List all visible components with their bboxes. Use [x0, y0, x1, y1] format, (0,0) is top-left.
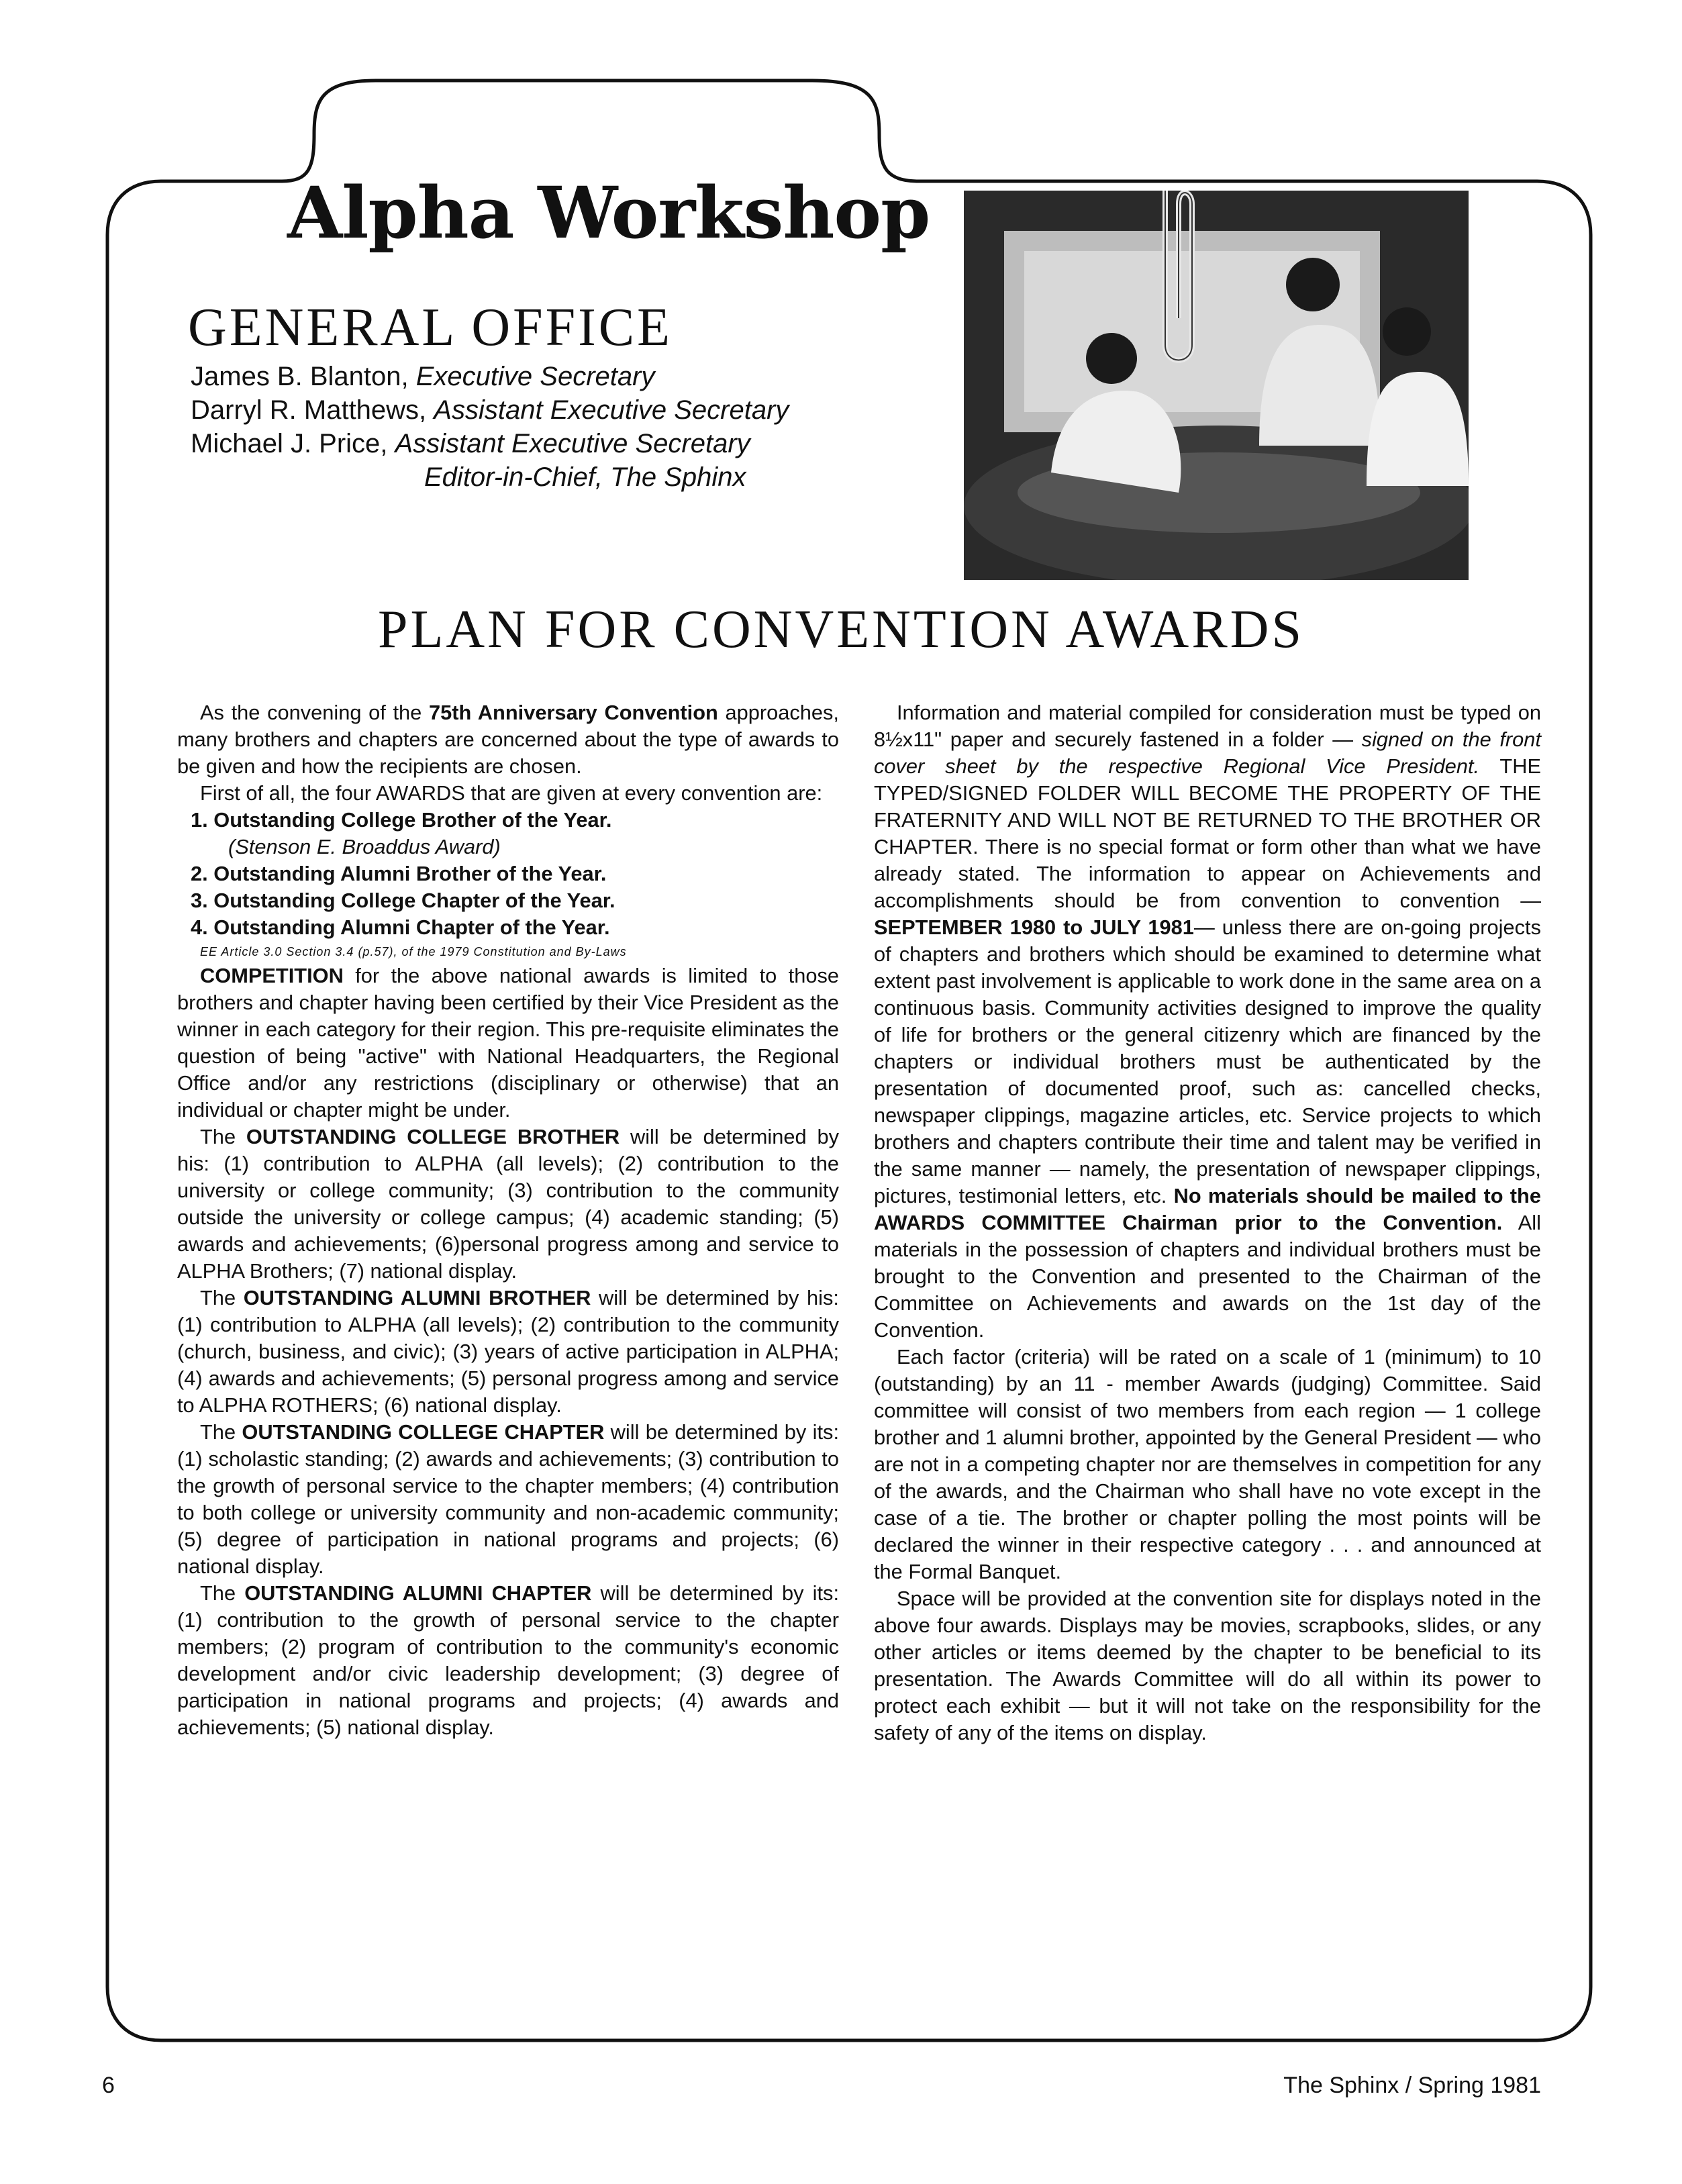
- paragraph: First of all, the four AWARDS that are given at every convention are:: [200, 781, 823, 805]
- award-note: (Stenson E. Broaddus Award): [228, 835, 501, 858]
- staff-line: [191, 393, 789, 427]
- article-column-right: [874, 699, 1541, 1746]
- paragraph: As the convening of the 75th Anniversary Convention approaches, many brothers and chapters are concerned about the type of awards to be given and how the recipients are chosen.: [177, 701, 839, 778]
- paragraph: The OUTSTANDING COLLEGE BROTHER will be determined by his: (1) contribution to ALPHA (all levels); (2) contribution to the university or college community; (3) contribution to the community outside the university or college campus; (4) academic standing; (5) awards and achievements; (6)personal progress among and service to ALPHA Brothers; (7) national display.: [177, 1125, 839, 1283]
- article-column-left: [177, 699, 839, 1741]
- staff-line: [191, 427, 750, 460]
- paragraph: Information and material compiled for consideration must be typed on 8½x11" paper and securely fastened in a folder — signed on the front cover sheet by the respective Regional Vice President. THE TYPED/SIGNED FOLDER WILL BECOME THE PROPERTY OF THE FRATERNITY AND WILL NOT BE RETURNED TO THE BROTHER OR CHAPTER. There is no special format or form other than what we have already stated. The information to appear on Achievements and accomplishments should be from convention to convention —SEPTEMBER 1980 to JULY 1981— unless there are on-going projects of chapters and brothers which should be examined to determine what extent past involvement is applicable to work done in the same area on a continuous basis. Community activities designed to improve the quality of life for brothers or the general citizenry which are financed by the chapters or individual brothers must be authenticated by the presentation of documented proof, such as: cancelled checks, newspaper clippings, magazine articles, etc. Service projects to which brothers and chapters contribute their time and talent may be verified in the same manner — namely, the presentation of newspaper clippings, pictures, testimonial letters, etc. No materials should be mailed to the AWARDS COMMITTEE Chairman prior to the Convention. All materials in the possession of chapters and individual brothers must be brought to the Convention and presented to the Chairman of the Committee on Achievements and awards on the 1st day of the Convention.: [874, 701, 1541, 1342]
- list-item: 4. Outstanding Alumni Chapter of the Year.: [191, 915, 610, 939]
- citation: EE Article 3.0 Section 3.4 (p.57), of the 1979 Constitution and By-Laws: [200, 945, 627, 958]
- paragraph: The OUTSTANDING COLLEGE CHAPTER will be determined by its: (1) scholastic standing; (2) awards and achievements; (3) contribution to the growth of personal service to the chapter members; (4) contribution to both college or university community and non-academic community; (5) degree of participation in national programs and projects; (6) national display.: [177, 1420, 839, 1578]
- staff-name: Darryl R. Matthews,: [191, 395, 427, 425]
- paragraph: COMPETITION for the above national awards is limited to those brothers and chapter having been certified by their Vice President as the winner in each category for their region. This pre-requisite eliminates the question of being "active" with National Headquarters, the Regional Office and/or any restrictions (disciplinary or otherwise) that an individual or chapter might be under.: [177, 964, 839, 1122]
- staff-role: Assistant Executive Secretary: [395, 429, 750, 458]
- paragraph: The OUTSTANDING ALUMNI BROTHER will be determined by his: (1) contribution to ALPHA (all levels); (2) contribution to the community (church, business, and civic); (3) years of active participation in ALPHA; (4) awards and achievements; (5) personal progress among and service to ALPHA ROTHERS; (6) national display.: [177, 1286, 839, 1417]
- list-item: 1. Outstanding College Brother of the Year. (Stenson E. Broaddus Award): [177, 807, 839, 860]
- staff-name: James B. Blanton,: [191, 362, 409, 391]
- paragraph: Each factor (criteria) will be rated on a scale of 1 (minimum) to 10 (outstanding) by an 11 - member Awards (judging) Committee. Said committee will consist of two members from each region — 1 college brother and 1 alumni brother, appointed by the General President — who are not in a competing chapter nor are themselves in competition for any of the awards, and the Chairman who shall have no vote except in the case of a tie. The brother or chapter polling the most points will be declared the winner in their respective category . . . and announced at the Formal Banquet.: [874, 1345, 1541, 1583]
- list-item: 2. Outstanding Alumni Brother of the Year.: [191, 862, 607, 885]
- footer-publication: The Sphinx / Spring 1981: [1283, 2073, 1541, 2098]
- paragraph: The OUTSTANDING ALUMNI CHAPTER will be determined by its: (1) contribution to the growth of personal service to the chapter members; (2) program of contribution to the community's economic development and/or civic leadership development; (3) degree of participation in national programs and projects; (4) awards and achievements; (5) national display.: [177, 1581, 839, 1739]
- section-heading: PLAN FOR CONVENTION AWARDS: [378, 600, 1304, 659]
- awards-list: [177, 807, 839, 941]
- staff-extra-role: Editor-in-Chief, The Sphinx: [424, 462, 746, 492]
- list-item: 3. Outstanding College Chapter of the Year.: [191, 889, 615, 912]
- office-heading: GENERAL OFFICE: [188, 298, 673, 357]
- staff-role: Executive Secretary: [415, 362, 655, 391]
- page-number: 6: [102, 2073, 115, 2098]
- staff-role: Assistant Executive Secretary: [434, 395, 789, 425]
- staff-line: [191, 360, 654, 393]
- paragraph: Space will be provided at the convention site for displays noted in the above four awards. Displays may be movies, scrapbooks, slides, or any other articles or items deemed by the chapter to be beneficial to its presentation. The Awards Committee will do all within its power to protect each exhibit — but it will not take on the responsibility for the safety of any of the items on display.: [874, 1587, 1541, 1744]
- meeting-photo: [964, 191, 1469, 580]
- staff-name: Michael J. Price,: [191, 429, 388, 458]
- page-title: Alpha Workshop: [287, 170, 930, 254]
